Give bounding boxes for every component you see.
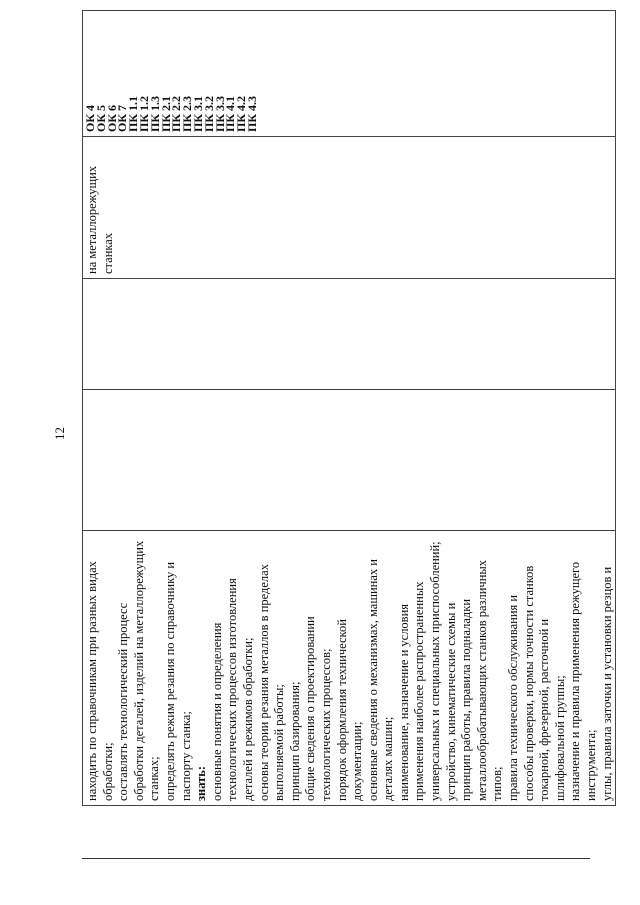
content-line: основные понятия и определения bbox=[209, 622, 224, 801]
competence-code: ПК 2.3 bbox=[180, 95, 195, 132]
competence-code: ПК 1.1 bbox=[126, 95, 141, 132]
competence-codes bbox=[85, 15, 258, 132]
content-line: основы теории резания металлов в пределах bbox=[256, 564, 271, 801]
content-line: металлообрабатывающих станков различных bbox=[474, 559, 489, 801]
content-line: общие сведения о проектировании bbox=[303, 616, 318, 801]
competence-table bbox=[82, 10, 616, 806]
competence-code: ПК 4.3 bbox=[244, 95, 259, 132]
competence-code: ПК 1.2 bbox=[136, 95, 151, 132]
content-line: обработки деталей, изделий на металлорежущих bbox=[131, 540, 146, 801]
competence-code: ПК 2.1 bbox=[158, 95, 173, 132]
content-line: порядок оформления технической bbox=[334, 619, 349, 801]
content-line: технологических процессов; bbox=[318, 648, 333, 801]
content-line: составлять технологический процесс bbox=[116, 602, 131, 801]
content-cell bbox=[83, 531, 616, 806]
page-number: 12 bbox=[52, 427, 67, 440]
content-line: находить по справочникам при разных видах bbox=[85, 561, 99, 801]
competence-code: ОК 7 bbox=[115, 104, 130, 132]
content-line: принцип работы, правила подналадки bbox=[459, 598, 474, 801]
empty-cell-2 bbox=[83, 279, 616, 390]
content-line: деталей и режимов обработки; bbox=[240, 637, 255, 801]
practice-cell bbox=[83, 137, 616, 279]
footer-rule bbox=[82, 858, 590, 859]
competence-code: ПК 2.2 bbox=[169, 95, 184, 132]
competence-code: ПК 3.2 bbox=[201, 95, 216, 132]
competence-code: ОК 4 bbox=[83, 104, 97, 132]
content-line: инструмента; bbox=[584, 729, 598, 801]
competence-code: ОК 6 bbox=[104, 104, 119, 132]
practice-line: станках bbox=[100, 232, 115, 274]
content-line: документации; bbox=[350, 721, 365, 801]
content-line: знать: bbox=[194, 765, 209, 801]
competence-codes-cell bbox=[83, 11, 616, 137]
content-line: устройство, кинематические схемы и bbox=[443, 602, 458, 801]
content-line: углы, правила заточки и установки резцов и bbox=[599, 566, 614, 801]
competence-code: ОК 5 bbox=[93, 104, 108, 132]
competence-code: ПК 1.3 bbox=[147, 95, 162, 132]
practice-lines bbox=[85, 141, 116, 274]
content-line: типов; bbox=[490, 766, 505, 801]
content-line: токарной, фрезерной, расточной и bbox=[537, 618, 552, 801]
competence-code: ПК 4.2 bbox=[234, 95, 249, 132]
content-line: паспорту станка; bbox=[178, 711, 193, 801]
content-line: универсальных и специальных приспособлений; bbox=[428, 541, 443, 801]
content-line: основные сведения о механизмах, машинах и bbox=[365, 559, 380, 801]
content-line: определять режим резания по справочнику и bbox=[162, 561, 177, 801]
content-line: обработки; bbox=[100, 742, 115, 801]
content-line: наименование, назначение и условия bbox=[396, 603, 411, 801]
competence-code: ПК 3.3 bbox=[212, 95, 227, 132]
practice-line: на металлорежущих bbox=[85, 165, 99, 274]
content-line: технологических процессов изготовления bbox=[225, 578, 240, 801]
content-line: применения наиболее распространенных bbox=[412, 581, 427, 801]
content-line: правила технического обслуживания и bbox=[506, 594, 521, 801]
content-line: деталях машин; bbox=[381, 716, 396, 801]
rotated-table-container bbox=[82, 56, 614, 806]
empty-cell-1 bbox=[83, 390, 616, 531]
table-row bbox=[83, 11, 616, 806]
content-line: способы проверки, нормы точности станков bbox=[521, 565, 536, 801]
competence-code: ПК 4.1 bbox=[223, 95, 238, 132]
content-line: принцип базирования; bbox=[287, 681, 302, 801]
content-line: назначение и правила применения режущего bbox=[568, 561, 583, 801]
content-line: выполняемой работы; bbox=[272, 684, 287, 801]
content-lines bbox=[85, 535, 615, 801]
content-line: станках; bbox=[147, 756, 162, 801]
competence-code: ПК 3.1 bbox=[190, 95, 205, 132]
content-line: шлифовальной группы; bbox=[552, 675, 567, 801]
